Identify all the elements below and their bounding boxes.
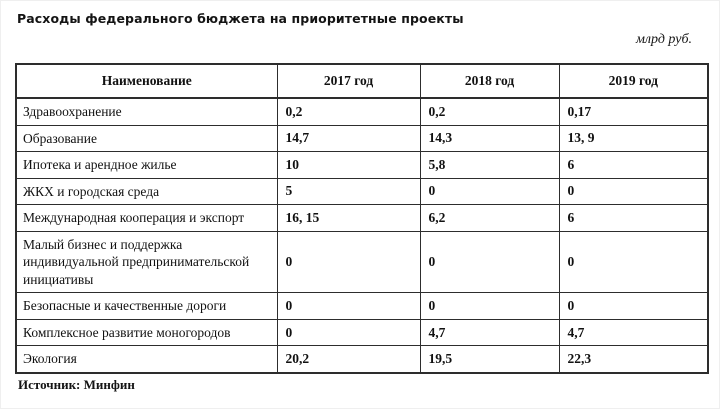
row-value-cell: 19,5: [420, 346, 559, 373]
row-value-cell: 0: [420, 293, 559, 320]
row-value-cell: 22,3: [559, 346, 708, 373]
column-header-2018: 2018 год: [420, 64, 559, 98]
table-row: [16, 98, 708, 125]
row-value-cell: 0: [559, 231, 708, 293]
row-value-cell: 0: [277, 293, 420, 320]
row-value-cell: 0: [559, 293, 708, 320]
row-value-cell: 4,7: [420, 319, 559, 346]
row-value-cell: 0: [420, 231, 559, 293]
column-header-name: Наименование: [16, 64, 277, 98]
table-body: [16, 98, 708, 373]
column-header-2019: 2019 год: [559, 64, 708, 98]
row-value-cell: 0: [277, 231, 420, 293]
row-value-cell: 6,2: [420, 205, 559, 232]
budget-table: [15, 63, 709, 374]
page-title: Расходы федерального бюджета на приоритетные проекты: [17, 11, 464, 26]
row-value-cell: 16, 15: [277, 205, 420, 232]
table-row: [16, 231, 708, 293]
row-value-cell: 0,17: [559, 98, 708, 125]
table-row: [16, 346, 708, 373]
row-value-cell: 10: [277, 152, 420, 179]
table-header-row: [16, 64, 708, 98]
table-row: [16, 178, 708, 205]
row-value-cell: 0: [420, 178, 559, 205]
row-value-cell: 5: [277, 178, 420, 205]
table-row: [16, 293, 708, 320]
row-value-cell: 0,2: [420, 98, 559, 125]
row-value-cell: 14,7: [277, 125, 420, 152]
row-value-cell: 5,8: [420, 152, 559, 179]
row-name-cell: Международная кооперация и экспорт: [16, 205, 277, 232]
row-value-cell: 14,3: [420, 125, 559, 152]
row-value-cell: 6: [559, 152, 708, 179]
unit-label: млрд руб.: [635, 32, 692, 47]
row-value-cell: 4,7: [559, 319, 708, 346]
row-value-cell: 20,2: [277, 346, 420, 373]
row-name-cell: Образование: [16, 125, 277, 152]
source-note: Источник: Минфин: [18, 377, 135, 392]
table-row: [16, 125, 708, 152]
row-name-cell: Комплексное развитие моногородов: [16, 319, 277, 346]
row-value-cell: 6: [559, 205, 708, 232]
row-value-cell: 0: [559, 178, 708, 205]
row-name-cell: Здравоохранение: [16, 98, 277, 125]
row-value-cell: 13, 9: [559, 125, 708, 152]
column-header-2017: 2017 год: [277, 64, 420, 98]
table-row: [16, 152, 708, 179]
row-name-cell: Малый бизнес и поддержка индивидуальной предпринимательской инициативы: [16, 231, 277, 293]
row-value-cell: 0: [277, 319, 420, 346]
row-value-cell: 0,2: [277, 98, 420, 125]
table-row: [16, 205, 708, 232]
row-name-cell: Ипотека и арендное жилье: [16, 152, 277, 179]
row-name-cell: ЖКХ и городская среда: [16, 178, 277, 205]
row-name-cell: Экология: [16, 346, 277, 373]
table-row: [16, 319, 708, 346]
row-name-cell: Безопасные и качественные дороги: [16, 293, 277, 320]
